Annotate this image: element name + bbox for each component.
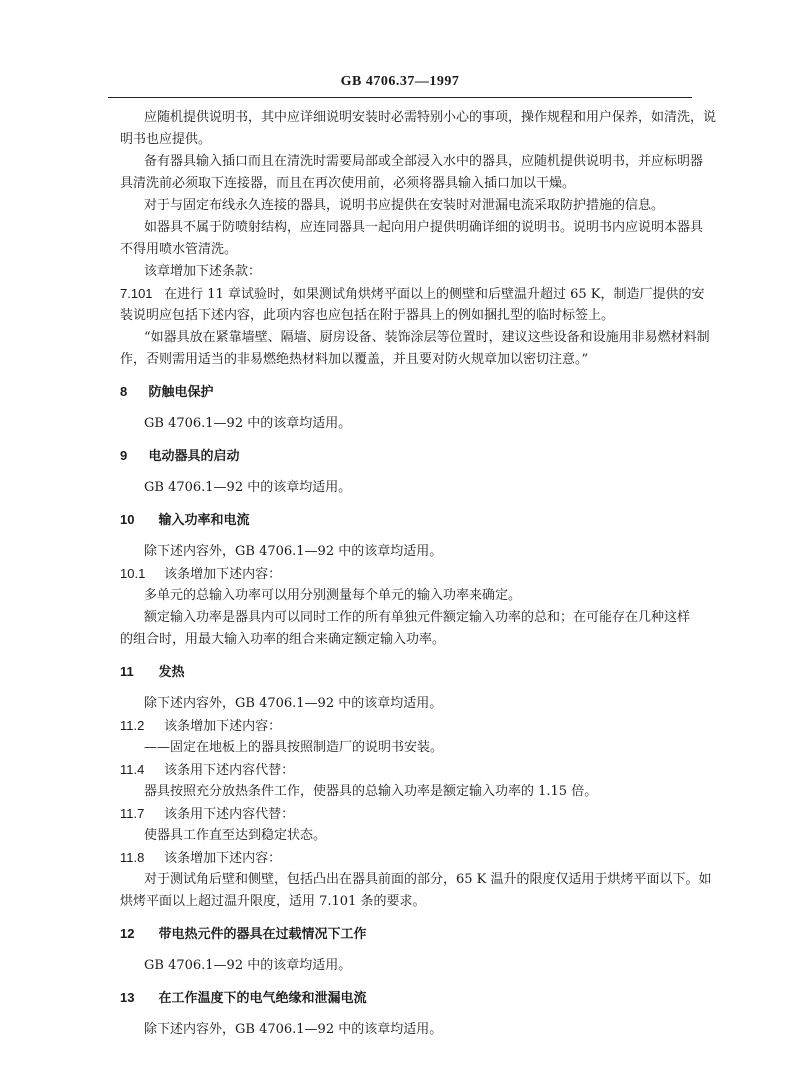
paragraph-line: 装说明应包括下述内容，此项内容也应包括在附于器具上的例如捆扎型的临时标签上。 [120,308,615,323]
paragraph-line: 具清洗前必须取下连接器，而且在再次使用前，必须将器具输入插口加以干燥。 [120,176,576,191]
section-number: 9 [120,448,128,463]
paragraph-line: GB 4706.1—92 中的该章均适用。 [144,958,352,973]
section-heading-12 [120,924,367,945]
section-heading-9 [120,446,240,467]
paragraph-line: 除下述内容外，GB 4706.1—92 中的该章均适用。 [144,1022,443,1037]
paragraph-line: 额定输入功率是器具内可以同时工作的所有单独元件额定输入功率的总和；在可能存在几种这样 [144,610,691,625]
paragraph-line: 烘烤平面以上超过温升限度，适用 7.101 条的要求。 [120,894,426,909]
clause-number: 11.4 [120,762,145,777]
paragraph-line: 如器具不属于防喷射结构，应连同器具一起向用户提供明确详细的说明书。说明书内应说明本器具 [144,220,704,235]
section-heading-10 [120,510,250,531]
paragraph-line: 明书也应提供。 [120,132,212,147]
paragraph-line: 不得用喷水管清洗。 [120,242,238,257]
section-number: 8 [120,384,128,399]
clause-11-7 [120,804,294,825]
paragraph-line: 对于与固定布线永久连接的器具，说明书应提供在安装时对泄漏电流采取防护措施的信息。 [144,198,665,213]
clause-number: 11.8 [120,850,145,865]
section-heading-8 [120,382,214,403]
paragraph-line: 除下述内容外，GB 4706.1—92 中的该章均适用。 [144,544,443,559]
paragraph-line: 作，否则需用适当的非易燃绝热材料加以覆盖，并且要对防火规章加以密切注意。” [120,352,589,367]
paragraph-line: GB 4706.1—92 中的该章均适用。 [144,416,352,431]
section-heading-13 [120,988,367,1009]
clause-10-1 [120,564,281,585]
section-title: 输入功率和电流 [158,513,250,528]
section-title: 带电热元件的器具在过载情况下工作 [158,927,367,942]
paragraph-line: 的组合时，用最大输入功率的组合来确定额定输入功率。 [120,632,446,647]
section-title: 电动器具的启动 [148,449,240,464]
paragraph-line: 备有器具输入插口而且在清洗时需要局部或全部浸入水中的器具，应随机提供说明书，并应标明器 [144,154,704,169]
clause-text: 在进行 11 章试验时，如果测试角烘烤平面以上的侧壁和后壁温升超过 65 K，制造厂提供的安 [164,287,705,302]
paragraph-line: 该章增加下述条款： [144,264,262,279]
clause-text: 该条增加下述内容： [164,719,282,734]
section-title: 在工作温度下的电气绝缘和泄漏电流 [158,991,367,1006]
clause-11-4 [120,760,294,781]
clause-number: 11.2 [120,718,145,733]
paragraph-line: 对于测试角后壁和侧壁，包括凸出在器具前面的部分，65 K 温升的限度仅适用于烘烤平面以下。如 [144,872,712,887]
clause-11-2 [120,716,281,737]
section-number: 12 [120,926,135,941]
section-number: 10 [120,512,135,527]
clause-text: 该条增加下述内容： [164,567,282,582]
paragraph-line: 除下述内容外，GB 4706.1—92 中的该章均适用。 [144,696,443,711]
page-header: GB 4706.37—1997 [108,74,692,98]
clause-text: 该条增加下述内容： [164,851,282,866]
clause-number: 7.101 [120,286,153,301]
section-title: 防触电保护 [148,385,214,400]
paragraph-line: 器具按照充分放热条件工作，使器具的总输入功率是额定输入功率的 1.15 倍。 [144,784,598,799]
section-heading-11 [120,662,185,683]
paragraph-line: 应随机提供说明书，其中应详细说明安装时必需特别小心的事项，操作规程和用户保养，如清洗，说 [144,110,717,125]
section-number: 13 [120,990,135,1005]
clause-text: 该条用下述内容代替： [164,807,295,822]
paragraph-line: “如器具放在紧靠墙壁、隔墙、厨房设备、装饰涂层等位置时，建议这些设备和设施用非易燃材料制 [144,330,710,345]
section-title: 发热 [158,665,185,680]
paragraph-line: 使器具工作直至达到稳定状态。 [144,828,327,843]
clause-11-8 [120,848,281,869]
clause-number: 10.1 [120,566,146,581]
clause-7-101 [120,284,704,305]
section-number: 11 [120,664,134,679]
clause-text: 该条用下述内容代替： [164,763,295,778]
clause-number: 11.7 [120,806,145,821]
paragraph-line: ——固定在地板上的器具按照制造厂的说明书安装。 [144,740,444,755]
paragraph-line: GB 4706.1—92 中的该章均适用。 [144,480,352,495]
paragraph-line: 多单元的总输入功率可以用分别测量每个单元的输入功率来确定。 [144,588,522,603]
